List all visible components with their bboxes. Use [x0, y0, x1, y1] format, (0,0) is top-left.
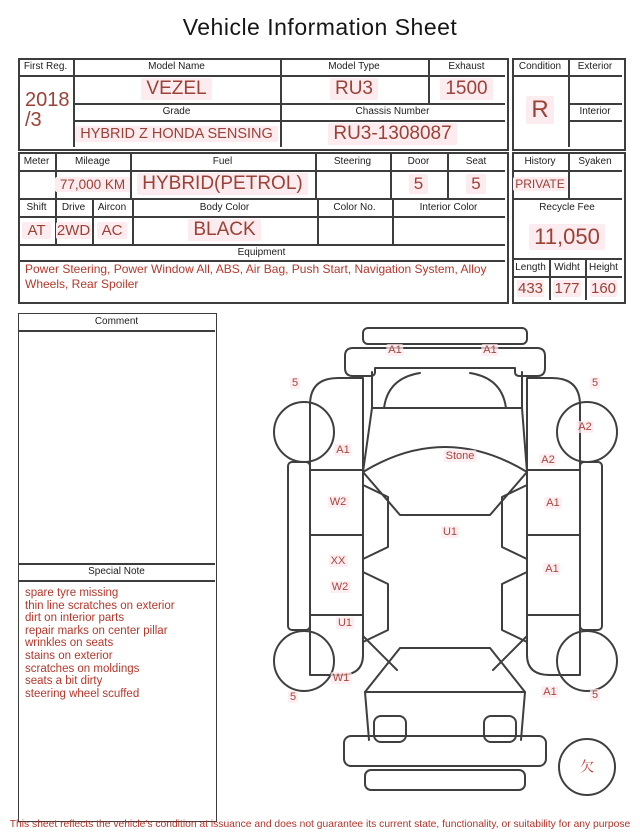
recycle-fee-value: 11,050: [512, 216, 622, 258]
exhaust-label: Exhaust: [448, 61, 485, 72]
length-label: Length: [515, 261, 546, 273]
steering-value: [315, 170, 390, 198]
body-color-value: BLACK: [132, 216, 317, 244]
special-note-item: seats a bit dirty: [25, 675, 103, 688]
interior-value: [568, 120, 622, 147]
meter-value: [18, 170, 55, 198]
diagram-mark-W2: W2: [329, 495, 347, 508]
interior-color-value: [392, 216, 505, 244]
page-title: Vehicle Information Sheet: [182, 14, 458, 40]
car-damage-diagram: [270, 310, 640, 810]
shift-label: Shift: [26, 201, 47, 213]
special-note-list: [18, 582, 224, 700]
diagram-mark-A1: A1: [543, 685, 557, 698]
special-note-item: repair marks on center pillar: [25, 624, 168, 637]
fuel-value: HYBRID(PETROL): [130, 170, 315, 198]
diagram-mark-A1: A1: [546, 496, 560, 509]
fuel-label: Fuel: [212, 155, 233, 167]
diagram-mark-A1: A1: [483, 343, 497, 356]
diagram-mark-5: 5: [591, 688, 599, 701]
width-value: 177: [554, 279, 580, 297]
diagram-mark-Stone: Stone: [445, 449, 475, 462]
chassis-number-label: Chassis Number: [355, 106, 430, 117]
meter-label: Meter: [23, 155, 50, 167]
exterior-value: [568, 75, 622, 103]
comment-text: [20, 333, 213, 561]
special-note-label: Special Note: [88, 566, 145, 577]
model-type-label: Model Type: [328, 61, 380, 72]
diagram-mark-A1: A1: [545, 562, 559, 575]
color-no-label: Color No.: [333, 201, 376, 213]
length-value: 433: [517, 279, 544, 297]
mileage-label: Mileage: [74, 155, 111, 167]
interior-color-label: Interior Color: [419, 201, 478, 213]
width-label: Widht: [554, 261, 580, 273]
exhaust-value: 1500: [428, 75, 505, 103]
diagram-mark-5: 5: [289, 690, 297, 703]
comment-label: Comment: [94, 316, 139, 327]
height-label: Height: [589, 261, 618, 273]
disclaimer-text: This sheet reflects the vehicle's condition at issuance and does not guarantee its current state, functionality, or suitability for any purpose: [9, 819, 631, 830]
door-value: 5: [390, 170, 447, 198]
diagram-mark-W1: W1: [332, 671, 350, 684]
aircon-label: Aircon: [97, 201, 127, 213]
aircon-value: AC: [92, 216, 132, 244]
color-no-value: [317, 216, 392, 244]
steering-label: Steering: [333, 155, 372, 167]
diagram-mark-A1: A1: [388, 343, 402, 356]
condition-label: Condition: [518, 61, 562, 72]
special-note-item: thin line scratches on exterior: [25, 599, 175, 612]
special-note-item: scratches on moldings: [25, 662, 140, 675]
model-type-value: RU3: [280, 75, 428, 103]
height-value: 160: [590, 279, 617, 297]
shift-value: AT: [18, 216, 55, 244]
diagram-mark-欠: 欠: [580, 758, 594, 775]
body-color-label: Body Color: [199, 201, 250, 213]
special-note-item: dirt on interior parts: [25, 612, 125, 625]
first-reg-year: 2018: [25, 89, 70, 111]
mileage-value: 77,000 KM: [55, 170, 130, 198]
special-note-item: steering wheel scuffed: [25, 687, 140, 700]
drive-label: Drive: [61, 201, 86, 213]
grade-value: HYBRID Z HONDA SENSING: [73, 120, 280, 147]
equipment-label: Equipment: [237, 246, 286, 258]
recycle-fee-label: Recycle Fee: [539, 201, 595, 213]
grade-label: Grade: [162, 106, 191, 117]
diagram-mark-5: 5: [591, 376, 599, 389]
drive-value: 2WD: [56, 221, 91, 239]
diagram-mark-A2: A2: [541, 453, 555, 466]
special-note-item: spare tyre missing: [25, 587, 119, 599]
first-reg-value: [20, 77, 77, 143]
diagram-mark-A1: A1: [336, 443, 350, 456]
condition-value: R: [512, 75, 568, 145]
diagram-mark-U1: U1: [337, 616, 353, 629]
special-note-item: wrinkles on seats: [25, 637, 114, 650]
diagram-mark-5: 5: [291, 376, 299, 389]
history-value: PRIVATE: [515, 177, 565, 191]
first-reg-month: /3: [25, 109, 42, 131]
diagram-mark-U1: U1: [442, 525, 458, 538]
exterior-label: Exterior: [577, 61, 613, 72]
syaken-value: [568, 170, 622, 198]
special-note-item: stains on exterior: [25, 649, 113, 662]
chassis-number-value: RU3-1308087: [280, 120, 505, 147]
equipment-value: Power Steering, Power Window All, ABS, Air Bag, Push Start, Navigation System, Alloy Wheels, Rear Spoiler: [25, 262, 487, 291]
seat-label: Seat: [465, 155, 487, 167]
syaken-label: Syaken: [578, 155, 612, 167]
diagram-mark-A2: A2: [578, 420, 592, 433]
first-reg-label: First Reg.: [23, 61, 68, 72]
diagram-label-layer: [270, 310, 640, 810]
model-name-value: VEZEL: [73, 75, 280, 103]
diagram-mark-W2: W2: [331, 580, 349, 593]
diagram-mark-XX: XX: [330, 554, 346, 567]
seat-value: 5: [447, 170, 505, 198]
door-label: Door: [407, 155, 430, 167]
history-label: History: [524, 155, 556, 167]
grid-line: [18, 330, 215, 332]
interior-label: Interior: [579, 106, 611, 117]
model-name-label: Model Name: [148, 61, 205, 72]
